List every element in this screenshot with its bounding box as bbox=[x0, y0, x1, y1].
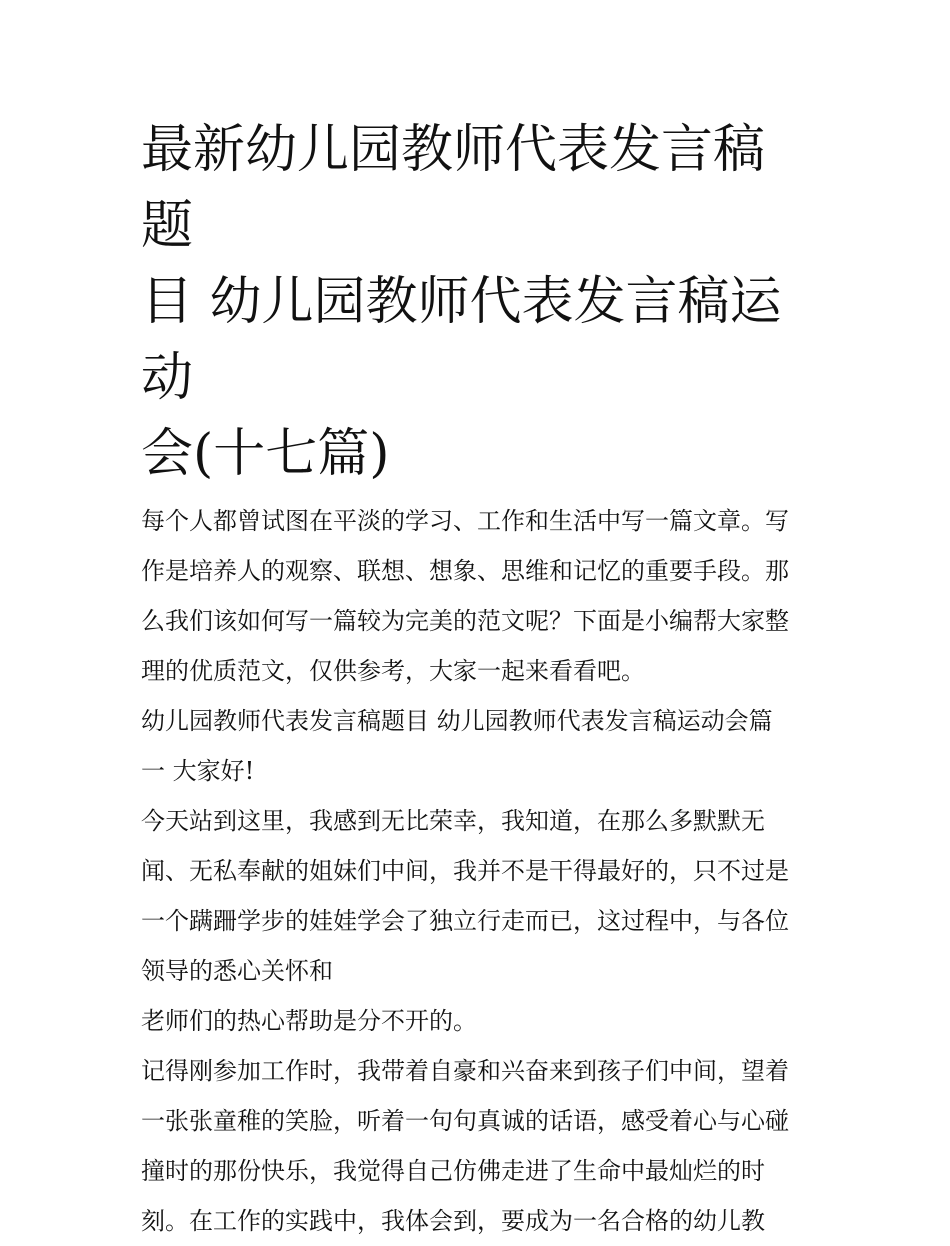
body-line: 么我们该如何写一篇较为完美的范文呢？下面是小编帮大家整 bbox=[141, 607, 789, 635]
body-line: 闻、无私奉献的姐妹们中间，我并不是干得最好的，只不过是 bbox=[141, 857, 789, 885]
body-line: 作是培养人的观察、联想、想象、思维和记忆的重要手段。那 bbox=[141, 557, 789, 585]
body-line: 今天站到这里，我感到无比荣幸，我知道，在那么多默默无 bbox=[141, 807, 765, 835]
title-line: 最新幼儿园教师代表发言稿题 bbox=[141, 120, 766, 256]
body-line: 一张张童稚的笑脸，听着一句句真诚的话语，感受着心与心碰 bbox=[141, 1107, 789, 1135]
document-title bbox=[141, 112, 816, 492]
title-line: 目 幼儿园教师代表发言稿运动 bbox=[141, 272, 782, 408]
body-line: 刻。在工作的实践中，我体会到，要成为一名合格的幼儿教 bbox=[141, 1207, 765, 1235]
body-line: 老师们的热心帮助是分不开的。 bbox=[141, 1007, 477, 1035]
body-line: 每个人都曾试图在平淡的学习、工作和生活中写一篇文章。写 bbox=[141, 507, 789, 535]
body-line: 一 大家好! bbox=[141, 757, 255, 785]
body-line: 理的优质范文，仅供参考，大家一起来看看吧。 bbox=[141, 657, 645, 685]
body-line: 记得刚参加工作时，我带着自豪和兴奋来到孩子们中间，望着 bbox=[141, 1057, 789, 1085]
document-page bbox=[141, 112, 816, 1246]
body-line: 一个蹒跚学步的娃娃学会了独立行走而已，这过程中，与各位 bbox=[141, 907, 789, 935]
body-line: 幼儿园教师代表发言稿题目 幼儿园教师代表发言稿运动会篇 bbox=[141, 707, 773, 735]
document-body bbox=[141, 496, 816, 1246]
body-line: 撞时的那份快乐，我觉得自己仿佛走进了生命中最灿烂的时 bbox=[141, 1157, 765, 1185]
body-line: 领导的悉心关怀和 bbox=[141, 957, 333, 985]
title-line: 会(十七篇) bbox=[141, 424, 390, 484]
